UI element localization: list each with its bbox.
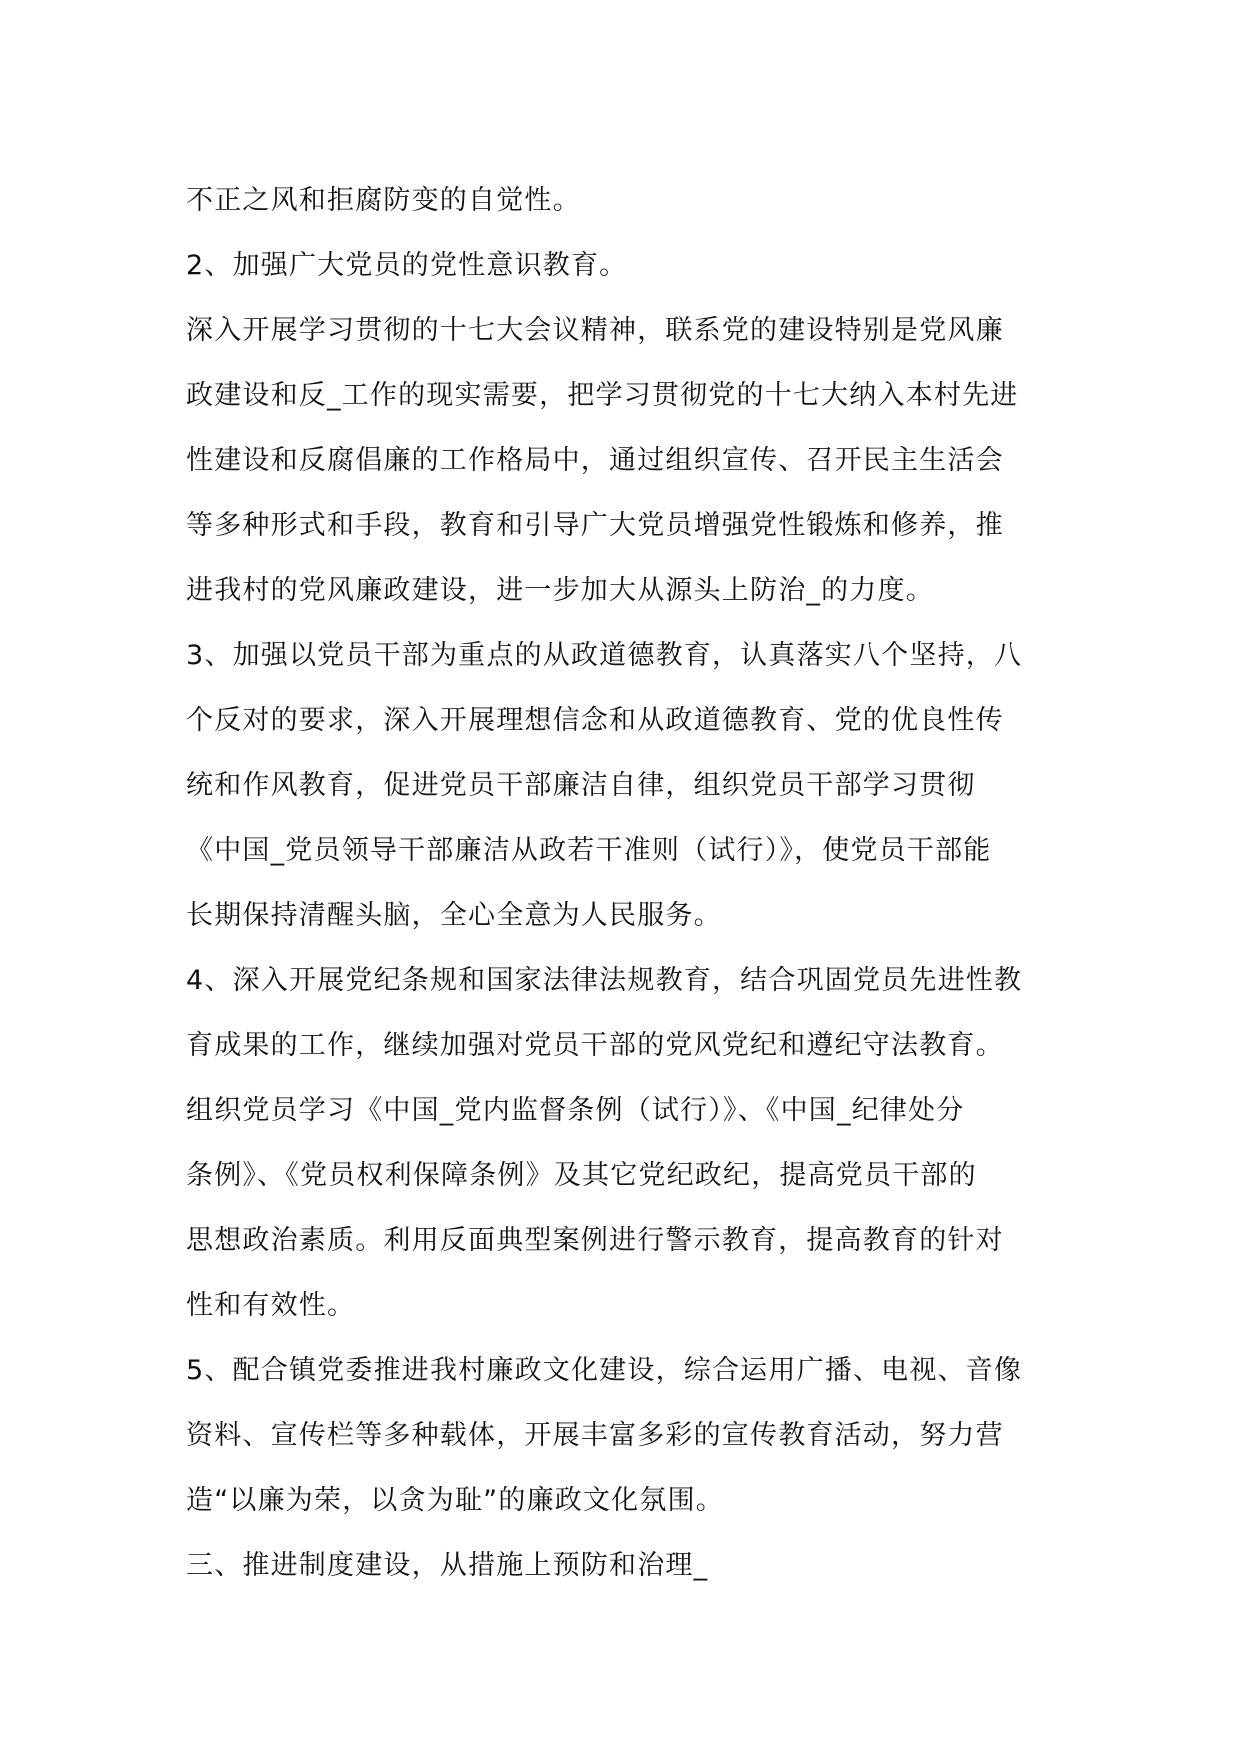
text-line: 育成果的工作，继续加强对党员干部的党风党纪和遵纪守法教育。 xyxy=(186,1030,1004,1061)
text-line: 造“以廉为荣，以贪为耻”的廉政文化氛围。 xyxy=(186,1485,724,1516)
text-line: 思想政治素质。利用反面典型案例进行警示教育，提高教育的针对 xyxy=(186,1225,1004,1256)
text-line: 5、配合镇党委推进我村廉政文化建设，综合运用广播、电视、音像 xyxy=(186,1355,1023,1386)
text-line: 深入开展学习贯彻的十七大会议精神，联系党的建设特别是党风廉 xyxy=(186,315,1004,346)
text-line: 性建设和反腐倡廉的工作格局中，通过组织宣传、召开民主生活会 xyxy=(186,445,1004,476)
text-line: 政建设和反_工作的现实需要，把学习贯彻党的十七大纳入本村先进 xyxy=(186,380,1019,411)
body-text xyxy=(186,168,1066,1598)
text-line: 不正之风和拒腐防变的自觉性。 xyxy=(186,185,581,216)
text-line: 3、加强以党员干部为重点的从政道德教育，认真落实八个坚持，八 xyxy=(186,640,1023,671)
text-line: 资料、宣传栏等多种载体，开展丰富多彩的宣传教育活动，努力营 xyxy=(186,1420,1004,1451)
text-line: 统和作风教育，促进党员干部廉洁自律，组织党员干部学习贯彻 xyxy=(186,770,976,801)
text-line: 条例》、《党员权利保障条例》及其它党纪政纪，提高党员干部的 xyxy=(186,1160,977,1191)
text-line: 4、深入开展党纪条规和国家法律法规教育，结合巩固党员先进性教 xyxy=(186,965,1023,996)
text-line: 性和有效性。 xyxy=(186,1290,356,1321)
text-line: 进我村的党风廉政建设，进一步加大从源头上防治_的力度。 xyxy=(186,575,934,606)
text-line: 长期保持清醒头脑，全心全意为人民服务。 xyxy=(186,900,722,931)
text-line: 组织党员学习《中国_党内监督条例（试行）》、《中国_纪律处分 xyxy=(186,1095,965,1126)
text-line: 三、推进制度建设，从措施上预防和治理_ xyxy=(186,1550,709,1581)
text-line: 《中国_党员领导干部廉洁从政若干准则（试行）》，使党员干部能 xyxy=(186,835,992,866)
text-line: 等多种形式和手段，教育和引导广大党员增强党性锻炼和修养，推 xyxy=(186,510,1004,541)
text-line: 2、加强广大党员的党性意识教育。 xyxy=(186,250,628,281)
text-line: 个反对的要求，深入开展理想信念和从政道德教育、党的优良性传 xyxy=(186,705,1004,736)
